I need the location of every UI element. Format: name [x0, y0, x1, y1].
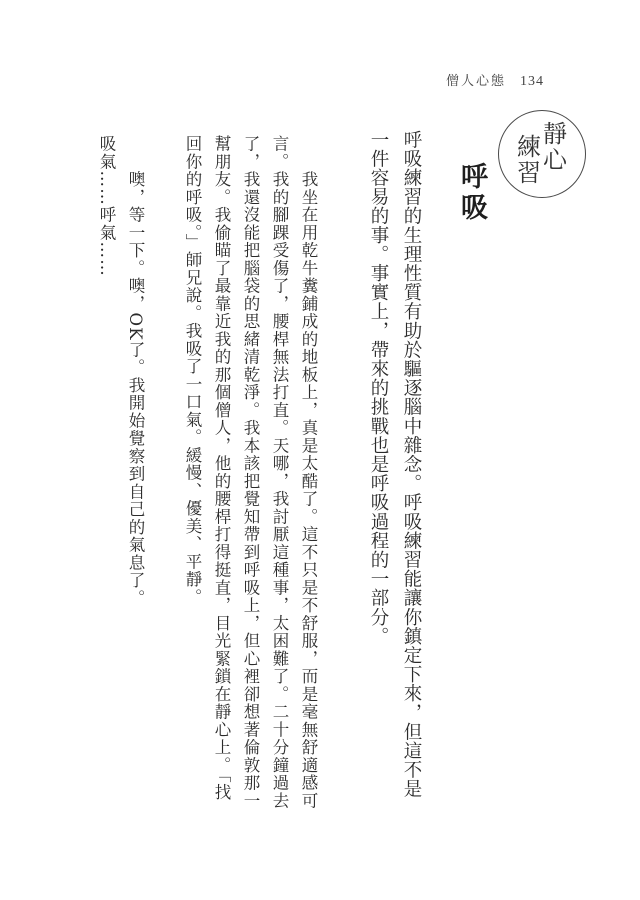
quote-paragraph: 噢，等一下。噢，OK了。我開始覺察到自己的氣息了。 吸氣……呼氣……: [97, 135, 145, 608]
badge-char-2: 心: [543, 146, 567, 174]
running-title: 僧人心態: [445, 74, 506, 89]
running-header: [446, 70, 544, 90]
badge-char-3: 練: [517, 133, 541, 161]
page-number: 134: [520, 74, 544, 89]
section-title: 呼吸: [456, 162, 487, 224]
badge-char-4: 習: [517, 159, 541, 187]
badge-char-1: 靜: [543, 120, 567, 148]
body-paragraph: 我坐在用乾牛糞鋪成的地板上，真是太酷了。這不只是不舒服，而是毫無舒適感可言。我的腳踝受傷了，腰桿無法打直。天哪，我討厭這種事，太困難了。二十分鐘過去了，我還沒能把腦袋的思緒清乾淨。我本該把覺知帶到呼吸上，但心裡卻想著倫敦那一幫朋友。我偷瞄了最靠近我的那個僧人，他的腰桿打得挺直，目光緊鎖在靜心上。「找回你的呼吸。」師兄說。我吸了一口氣。緩慢、優美、平靜。: [183, 135, 318, 810]
intro-paragraph: 呼吸練習的生理性質有助於驅逐腦中雜念。呼吸練習能讓你鎮定下來，但這不是一件容易的事。事實上，帶來的挑戰也是呼吸過程的一部分。: [368, 130, 422, 799]
section-badge: [498, 110, 586, 198]
